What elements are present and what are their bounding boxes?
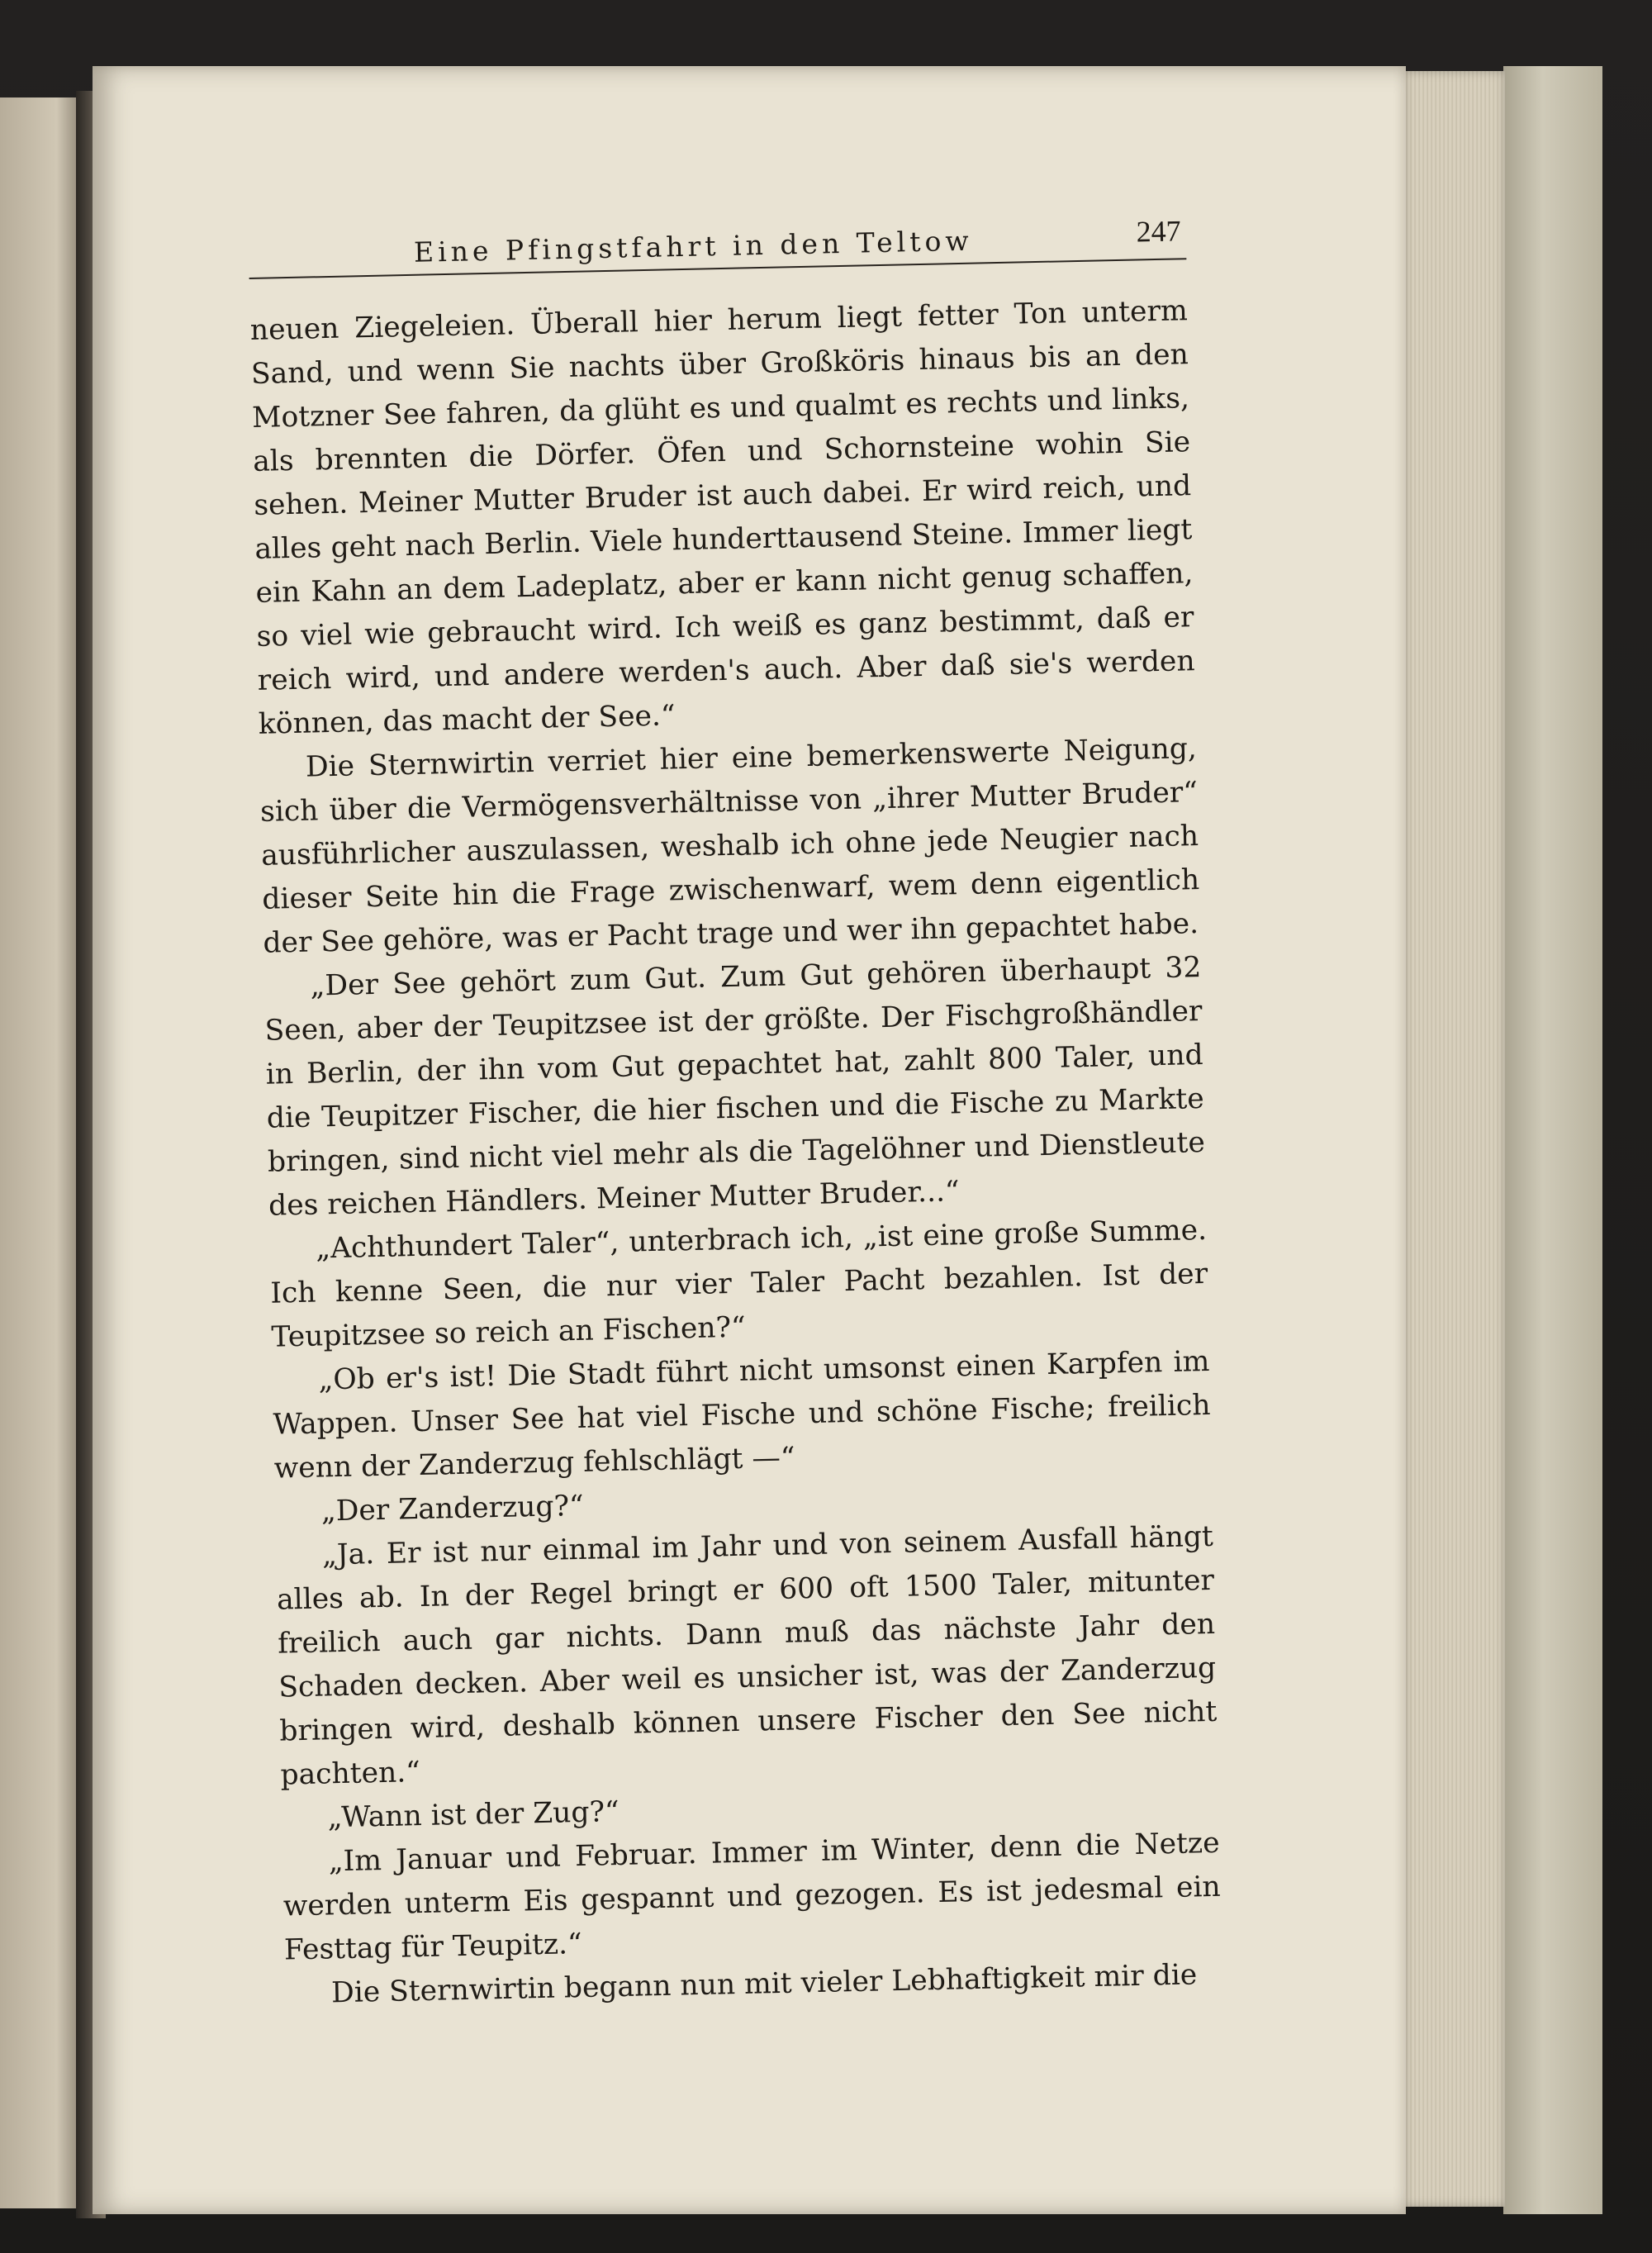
paragraph: „Ob er's ist! Die Stadt führt nicht umsonst einen Karpfen im Wappen. Unser See hat viel Fische und schöne Fische; freilich wenn der Zanderzug fehlschlägt —“ (273, 1344, 1211, 1485)
paragraph: „Der See gehört zum Gut. Zum Gut gehören überhaupt 32 Seen, aber der Teupitzsee ist der größte. Der Fischgroßhändler in Berlin, der ihn vom Gut gepachtet hat, zahlt 800 Taler, und die Teupitzer Fischer, die hier fischen und die Fische zu Markte bringen, sind nicht viel mehr als die Tagelöhner und Dienstleute des reichen Händlers. Meiner Mutter Bruder...“ (264, 951, 1206, 1223)
paragraph: neuen Ziegeleien. Überall hier herum liegt fetter Ton unterm Sand, und wenn Sie nachts über Großköris hinaus bis an den Motzner See fahren, da glüht es und qualmt es rechts und links, als brennten die Dörfer. Öfen und Schornsteine wohin Sie sehen. Meiner Mutter Bruder ist auch dabei. Er wird reich, und alles geht nach Berlin. Viele hunderttausend Steine. Immer liegt ein Kahn an dem Ladeplatz, aber er kann nicht genug schaffen, so viel wie gebraucht wird. Ich weiß es ganz bestimmt, daß er reich wird, und andere werden's auch. Aber daß sie's werden können, das macht der See.“ (249, 294, 1195, 741)
paragraph: „Achthundert Taler“, unterbrach ich, „ist eine große Summe. Ich kenne Seen, die nur vier Taler Pacht bezahlen. Ist der Teupitzsee so reich an Fischen?“ (269, 1213, 1208, 1354)
paragraph: „Ja. Er ist nur einmal im Jahr und von seinem Ausfall hängt alles ab. In der Regel bringt er 600 oft 1500 Taler, mitunter freilich auch gar nichts. Dann muß das nächste Jahr den Schaden decken. Aber weil es unsicher ist, was der Zanderzug bringen wird, deshalb können unsere Fischer den See nicht pachten.“ (276, 1519, 1218, 1792)
left-page-edge (0, 97, 81, 2208)
running-title: Eine Pfingstfahrt in den Teltow (413, 224, 973, 269)
page-stack-edges (1404, 71, 1505, 2207)
paragraph: Die Sternwirtin verriet hier eine bemerkenswerte Neigung, sich über die Vermögensverhältnisse von „ihrer Mutter Bruder“ ausführlicher auszulassen, weshalb ich ohne jede Neugier nach dieser Seite hin die Frage zwischenwarf, wem denn eigentlich der See gehöre, was er Pacht trage und wer ihn gepachtet habe. (259, 732, 1200, 960)
page-content (248, 195, 1222, 2016)
paragraph: „Wann ist der Zug?“ (327, 1795, 620, 1835)
book-cover-edge (1503, 66, 1602, 2214)
body-text (249, 289, 1222, 2016)
paragraph: „Der Zanderzug?“ (320, 1489, 585, 1528)
paragraph: „Im Januar und Februar. Immer im Winter, denn die Netze werden unterm Eis gespannt und gezogen. Es ist jedesmal ein Festtag für Teupitz.“ (282, 1826, 1222, 1967)
page-number: 247 (1136, 214, 1182, 249)
paragraph: Die Sternwirtin begann nun mit vieler Lebhaftigkeit mir die (330, 1958, 1198, 2010)
